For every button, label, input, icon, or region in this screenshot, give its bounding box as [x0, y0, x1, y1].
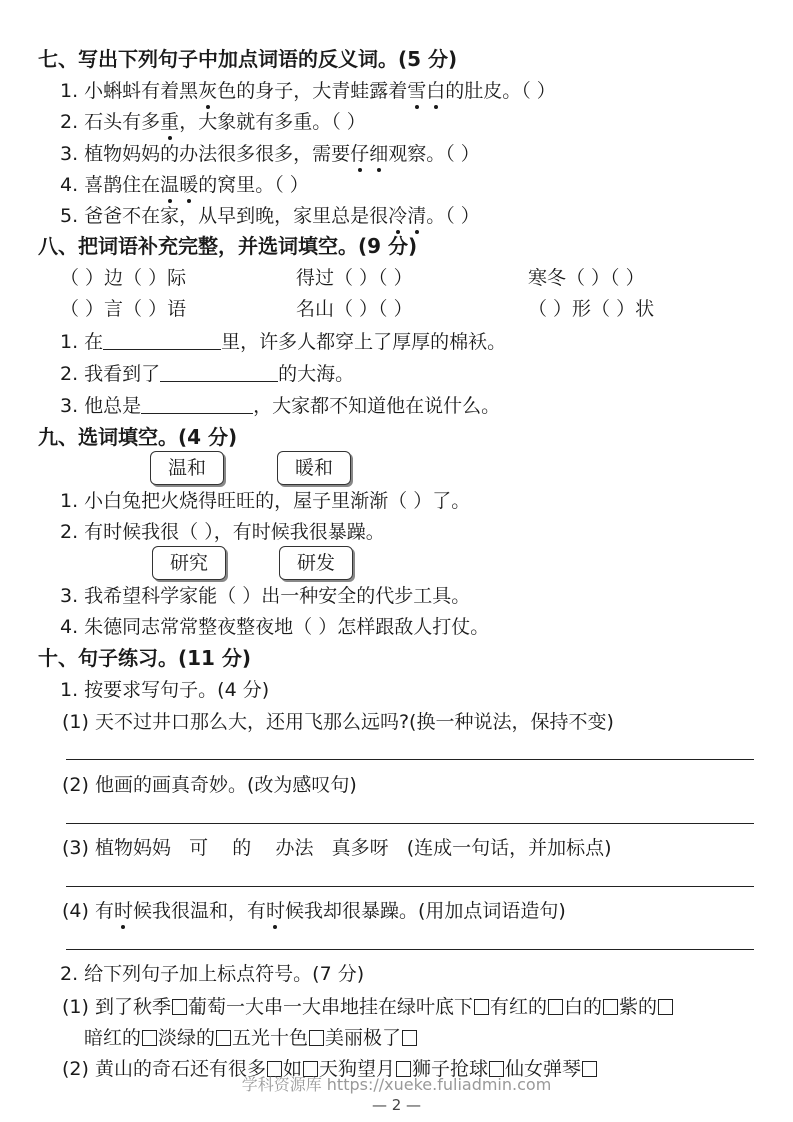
punctuation-line-3: (2) 黄山的奇石还有很多 如 天狗望月 狮子抢球 仙女弹琴	[62, 1057, 598, 1081]
s8-idiom-4: （ ）言（ ）语	[60, 298, 187, 320]
s8-idiom-2: 得过（ ）（ ）	[296, 267, 413, 289]
s7-question-4: 4. 喜鹊住在温暖的窝里。（ ）	[60, 174, 309, 196]
s10-sub-2: 2. 给下列句子加上标点符号。(7 分)	[60, 963, 365, 985]
punctuation-box[interactable]	[548, 999, 563, 1015]
answer-line[interactable]	[66, 823, 754, 824]
punctuation-box[interactable]	[172, 999, 187, 1015]
s9-question-2: 2. 有时候我很（ ），有时候我很暴躁。	[60, 521, 385, 543]
punctuation-box[interactable]	[658, 999, 673, 1015]
s10-prompt-1: (1) 天不过井口那么大，还用飞那么远吗?(换一种说法，保持不变)	[62, 711, 614, 733]
word-box-wenhe: 温和	[150, 451, 224, 485]
s8-idiom-5: 名山（ ）（ ）	[296, 298, 413, 320]
punctuation-box[interactable]	[402, 1030, 417, 1046]
s8-idiom-3: 寒冬（ ）（ ）	[528, 267, 645, 289]
punctuation-box[interactable]	[309, 1030, 324, 1046]
punctuation-line-2: 暗红的 淡绿的 五光十色 美丽极了	[84, 1026, 418, 1050]
s7-question-2: 2. 石头有多重，大象就有多重。（ ）	[60, 111, 366, 133]
s8-idiom-6: （ ）形（ ）状	[528, 298, 655, 320]
page-number: — 2 —	[371, 1096, 422, 1114]
s9-question-1: 1. 小白兔把火烧得旺旺的，屋子里渐渐（ ）了。	[60, 490, 471, 512]
word-box-nuanhe: 暖和	[277, 451, 351, 485]
punctuation-box[interactable]	[603, 999, 618, 1015]
section-8-title: 八、把词语补充完整，并选词填空。(9 分)	[38, 234, 418, 258]
s8-fill-3: 3. 他总是 ，大家都不知道他在说什么。	[60, 395, 501, 417]
word-box-yanfa: 研发	[279, 546, 353, 580]
answer-line[interactable]	[66, 949, 754, 950]
section-7-title: 七、写出下列句子中加点词语的反义词。(5 分)	[38, 47, 458, 71]
s8-fill-1: 1. 在 里，许多人都穿上了厚厚的棉袄。	[60, 331, 507, 353]
punctuation-line-1: (1) 到了秋季 葡萄一大串一大串地挂在绿叶底下 有红的 白的 紫的	[62, 995, 674, 1019]
punctuation-box[interactable]	[474, 999, 489, 1015]
answer-blank[interactable]	[103, 331, 221, 350]
s9-question-4: 4. 朱德同志常常整夜整夜地（ ）怎样跟敌人打仗。	[60, 616, 490, 638]
punctuation-box[interactable]	[216, 1030, 231, 1046]
s8-idiom-1: （ ）边（ ）际	[60, 267, 187, 289]
s7-question-5: 5. 爸爸不在家，从早到晚，家里总是很冷清。（ ）	[60, 205, 480, 227]
s10-prompt-3: (3) 植物妈妈 可 的 办法 真多呀 (连成一句话，并加标点)	[62, 837, 612, 859]
answer-line[interactable]	[66, 759, 754, 760]
s10-sub-1: 1. 按要求写句子。(4 分)	[60, 679, 270, 701]
s7-question-1: 1. 小蝌蚪有着黑灰色的身子，大青蛙露着雪白的肚皮。（ ）	[60, 80, 556, 102]
watermark: 学科资源库 https://xueke.fuliadmin.com	[241, 1075, 552, 1094]
section-9-title: 九、选词填空。(4 分)	[38, 425, 238, 449]
answer-line[interactable]	[66, 886, 754, 887]
s9-question-3: 3. 我希望科学家能（ ）出一种安全的代步工具。	[60, 585, 471, 607]
word-box-yanjiu: 研究	[152, 546, 226, 580]
answer-blank[interactable]	[160, 363, 278, 382]
s10-prompt-4: (4) 有时候我很温和，有时候我却很暴躁。(用加点词语造句)	[62, 900, 566, 922]
section-10-title: 十、句子练习。(11 分)	[38, 646, 252, 670]
s8-fill-2: 2. 我看到了 的大海。	[60, 363, 355, 385]
s7-question-3: 3. 植物妈妈的办法很多很多，需要仔细观察。（ ）	[60, 143, 480, 165]
answer-blank[interactable]	[141, 395, 253, 414]
punctuation-box[interactable]	[142, 1030, 157, 1046]
s10-prompt-2: (2) 他画的画真奇妙。(改为感叹句)	[62, 774, 357, 796]
